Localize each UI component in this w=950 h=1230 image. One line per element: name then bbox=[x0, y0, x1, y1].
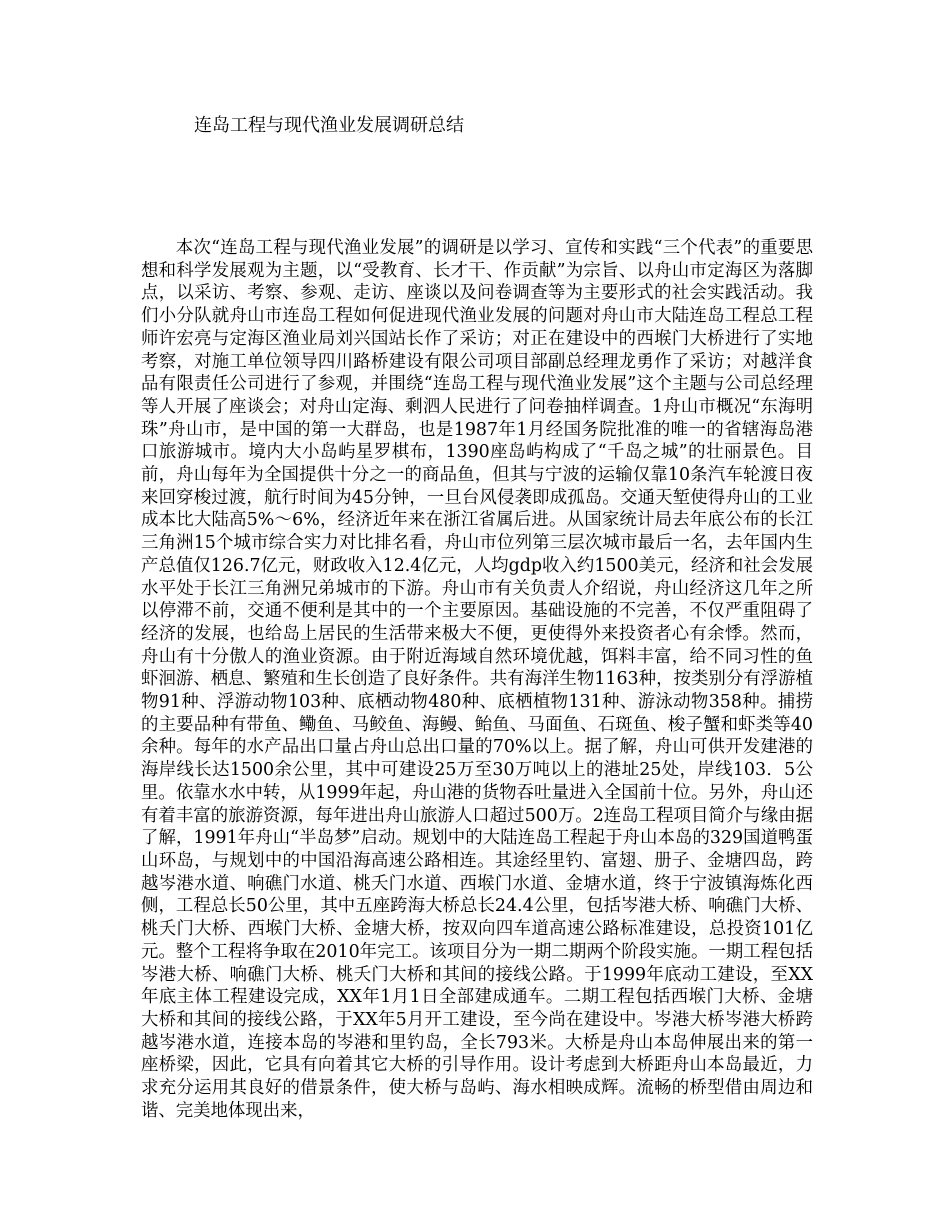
body-paragraph: 本次“连岛工程与现代渔业发展”的调研是以学习、宣传和实践“三个代表”的重要思想和科学发展观为主题，以“受教育、长才干、作贡献”为宗旨、以舟山市定海区为落脚点，以采访、考察、参观、走访、座谈以及问卷调查等为主要形式的社会实践活动。我们小分队就舟山市连岛工程如何促进现代渔业发展的问题对舟山市大陆连岛工程总工程师许宏亮与定海区渔业局刘兴国站长作了采访；对正在建设中的西堠门大桥进行了实地考察，对施工单位领导四川路桥建设有限公司项目部副总经理龙勇作了采访；对越洋食品有限责任公司进行了参观，并围绕“连岛工程与现代渔业发展”这个主题与公司总经理等人开展了座谈会；对舟山定海、剩泗人民进行了问卷抽样调查。1舟山市概况“东海明珠”舟山市，是中国的第一大群岛，也是1987年1月经国务院批准的唯一的省辖海岛港口旅游城市。境内大小岛屿星罗棋布，1390座岛屿构成了“千岛之城”的壮丽景色。目前，舟山每年为全国提供十分之一的商品鱼，但其与宁波的运输仅靠10条汽车轮渡日夜来回穿梭过渡，航行时间为45分钟，一旦台风侵袭即成孤岛。交通天堑使得舟山的工业成本比大陆高5%～6%，经济近年来在浙江省属后进。从国家统计局去年底公布的长江三角洲15个城市综合实力对比排名看，舟山市位列第三层次城市最后一名，去年国内生产总值仅126.7亿元，财政收入12.4亿元，人均gdp收入约1500美元，经济和社会发展水平处于长江三角洲兄弟城市的下游。舟山市有关负责人介绍说，舟山经济这几年之所以停滞不前，交通不便利是其中的一个主要原因。基础设施的不完善，不仅严重阻碍了经济的发展，也给岛上居民的生活带来极大不便，更使得外来投资者心有余悸。然而，舟山有十分傲人的渔业资源。由于附近海域自然环境优越，饵料丰富，给不同习性的鱼虾洄游、栖息、繁殖和生长创造了良好条件。共有海洋生物1163种，按类别分有浮游植物91种、浮游动物103种、底栖动物480种、底栖植物131种、游泳动物358种。捕捞的主要品种有带鱼、鳓鱼、马鲛鱼、海鳗、鲐鱼、马面鱼、石斑鱼、梭子蟹和虾类等40余种。每年的水产品出口量占舟山总出口量的70%以上。据了解，舟山可供开发建港的海岸线长达1500余公里，其中可建设25万至30万吨以上的港址25处，岸线103．5公里。依靠水水中转，从1999年起，舟山港的货物吞吐量进入全国前十位。另外，舟山还有着丰富的旅游资源，每年进出舟山旅游人口超过500万。2连岛工程项目简介与缘由据了解，1991年舟山“半岛梦”启动。规划中的大陆连岛工程起于舟山本岛的329国道鸭蛋山环岛，与规划中的中国沿海高速公路相连。其途经里钓、富翅、册子、金塘四岛，跨越岑港水道、响礁门水道、桃夭门水道、西堠门水道、金塘水道，终于宁波镇海炼化西侧，工程总长50公里，其中五座跨海大桥总长24.4公里，包括岑港大桥、响礁门大桥、桃夭门大桥、西堠门大桥、金塘大桥，按双向四车道高速公路标准建设，总投资101亿元。整个工程将争取在2010年完工。该项目分为一期二期两个阶段实施。一期工程包括岑港大桥、响礁门大桥、桃夭门大桥和其间的接线公路。于1999年底动工建设，至XX年底主体工程建设完成，XX年1月1日全部建成通车。二期工程包括西堠门大桥、金塘大桥和其间的接线公路，于XX年5月开工建设，至今尚在建设中。岑港大桥岑港大桥跨越岑港水道，连接本岛的岑港和里钓岛，全长793米。大桥是舟山本岛伸展出来的第一座桥梁，因此，它具有向着其它大桥的引导作用。设计考虑到大桥距舟山本岛最近，力求充分运用其良好的借景条件，使大桥与岛屿、海水相映成辉。流畅的桥型借由周边和谐、完美地体现出来， bbox=[141, 238, 813, 1121]
document-title: 连岛工程与现代渔业发展调研总结 bbox=[194, 115, 464, 136]
